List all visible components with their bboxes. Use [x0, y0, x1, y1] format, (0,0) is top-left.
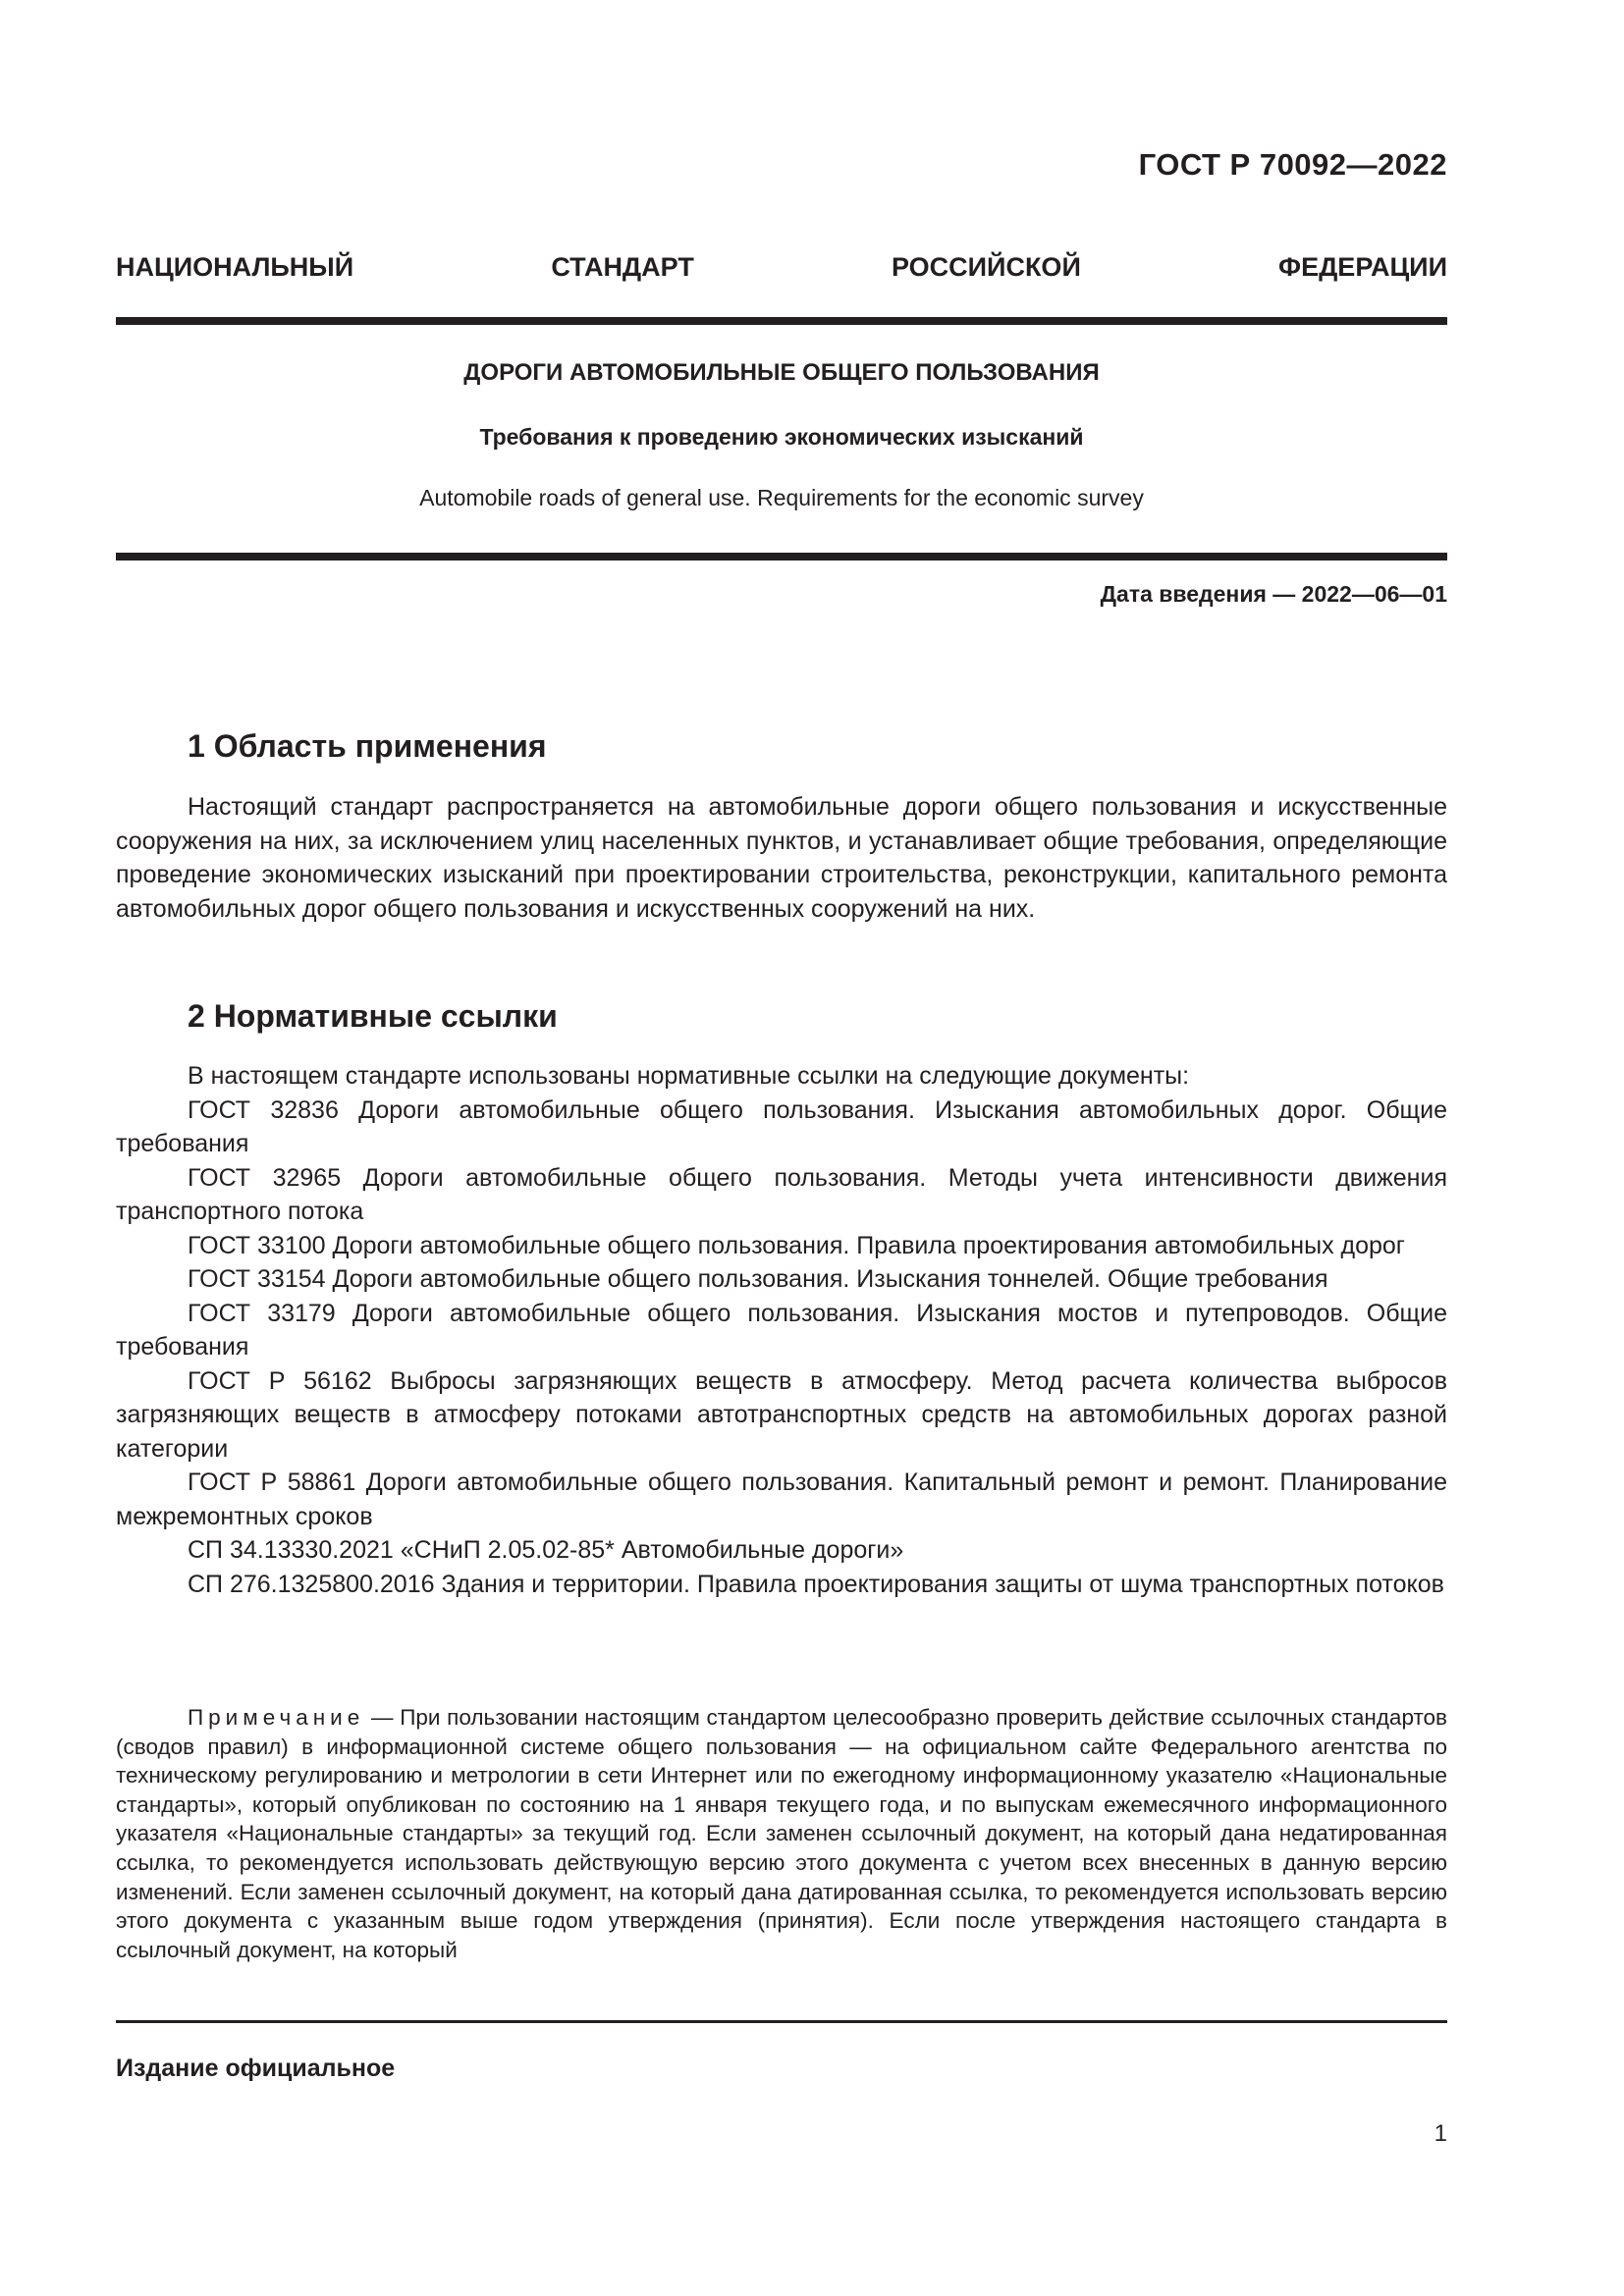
references-intro: В настоящем стандарте использованы нормативные ссылки на следующие документы:: [188, 1062, 1190, 1090]
introduction-date: Дата введения — 2022—06—01: [1100, 581, 1447, 607]
reference-item: СП 276.1325800.2016 Здания и территории. Правила проектирования защиты от шума транспортных потоков: [188, 1570, 1444, 1598]
reference-item: ГОСТ Р 58861 Дороги автомобильные общего пользования. Капитальный ремонт и ремонт. Планирование межремонтных сроков: [116, 1468, 1447, 1530]
document-english-title: Automobile roads of general use. Requirements for the economic survey: [419, 485, 1144, 510]
reference-item: ГОСТ 33100 Дороги автомобильные общего пользования. Правила проектирования автомобильных дорог: [188, 1231, 1405, 1259]
reference-item: ГОСТ 32836 Дороги автомобильные общего пользования. Изыскания автомобильных дорог. Общие требования: [116, 1095, 1447, 1157]
note-block: [116, 1703, 1447, 1964]
document-subtitle: Требования к проведению экономических изысканий: [479, 424, 1084, 450]
page-number: 1: [1434, 2120, 1447, 2147]
official-edition-label: Издание официальное: [116, 2055, 396, 2082]
section-1-body: [116, 790, 1447, 926]
note-label: Примечание: [188, 1705, 365, 1730]
reference-item: ГОСТ 33154 Дороги автомобильные общего пользования. Изыскания тоннелей. Общие требования: [188, 1265, 1328, 1293]
document-code: ГОСТ Р 70092—2022: [1138, 147, 1447, 182]
reference-item: ГОСТ Р 56162 Выбросы загрязняющих веществ в атмосферу. Метод расчета количества выбросов загрязняющих веществ в атмосферу потоками автотранспортных средств на автомобильных дорогах разной категории: [116, 1366, 1447, 1463]
standard-type-heading: НАЦИОНАЛЬНЫЙ СТАНДАРТ РОССИЙСКОЙ ФЕДЕРАЦИИ: [116, 252, 1447, 282]
top-rule: [116, 317, 1447, 325]
footer-rule: [116, 2020, 1447, 2023]
title-bottom-rule: [116, 553, 1447, 561]
section-1-heading: 1 Область применения: [188, 728, 547, 764]
reference-item: ГОСТ 32965 Дороги автомобильные общего пользования. Методы учета интенсивности движения транспортного потока: [116, 1163, 1447, 1225]
section-2-heading: 2 Нормативные ссылки: [188, 998, 558, 1034]
reference-item: СП 34.13330.2021 «СНиП 2.05.02-85* Автомобильные дороги»: [188, 1536, 904, 1564]
references-list: [116, 1059, 1447, 1601]
note-paragraph: [116, 1703, 1447, 1964]
section-1-paragraph: Настоящий стандарт распространяется на автомобильные дороги общего пользования и искусственные сооружения на них, за исключением улиц населенных пунктов, и устанавливает общие требования, определяющие проведение экономических изысканий при проектировании строительства, реконструкции, капитального ремонта автомобильных дорог общего пользования и искусственных сооружений на них.: [116, 793, 1447, 923]
document-title: ДОРОГИ АВТОМОБИЛЬНЫЕ ОБЩЕГО ПОЛЬЗОВАНИЯ: [463, 359, 1100, 386]
note-text: — При пользовании настоящим стандартом целесообразно проверить действие ссылочных стандартов (сводов правил) в информационной системе общего пользования — на официальном сайте Федерального агентства по техническому регулированию и метрологии в сети Интернет или по ежегодному информационному указателю «Национальные стандарты», который опубликован по состоянию на 1 января текущего года, и по выпускам ежемесячного информационного указателя «Национальные стандарты» за текущий год. Если заменен ссылочный документ, на который дана недатированная ссылка, то рекомендуется использовать действующую версию этого документа с учетом всех внесенных в данную версию изменений. Если заменен ссылочный документ, на который дана датированная ссылка, то рекомендуется использовать версию этого документа с указанным выше годом утверждения (принятия). Если после утверждения настоящего стандарта в ссылочный документ, на который: [116, 1705, 1447, 1962]
reference-item: ГОСТ 33179 Дороги автомобильные общего пользования. Изыскания мостов и путепроводов. Общие требования: [116, 1299, 1447, 1361]
